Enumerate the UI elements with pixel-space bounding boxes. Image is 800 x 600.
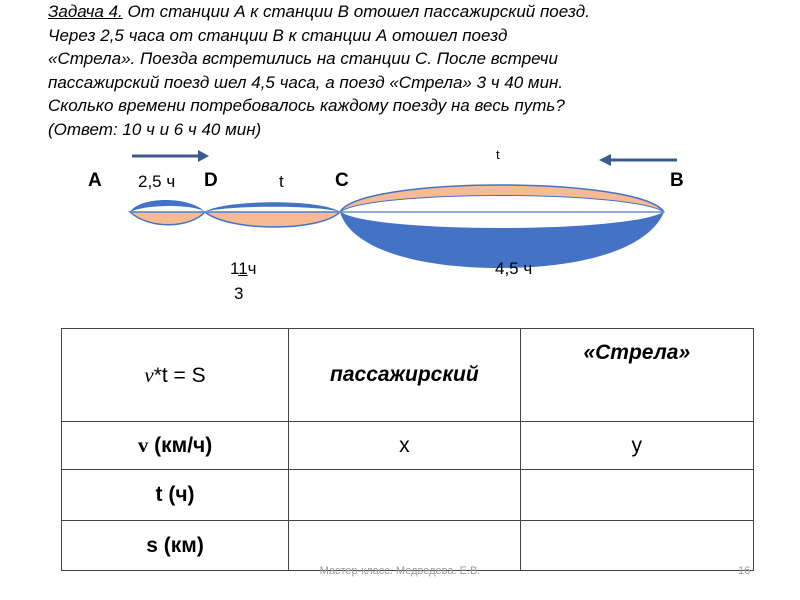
fraction-time-label bbox=[230, 259, 257, 279]
time-ad-label: 2,5 ч bbox=[138, 172, 176, 191]
time-cb-label: 4,5 ч bbox=[495, 259, 533, 278]
problem-line-1: От станции А к станции В отошел пассажирский поезд. bbox=[122, 2, 590, 21]
problem-title: Задача 4. bbox=[48, 2, 123, 21]
problem-line-3: «Стрела». Поезда встретились на станции С. После встречи bbox=[48, 49, 558, 68]
row-label-distance: s (км) bbox=[62, 521, 289, 571]
column-header-strela: «Стрела» bbox=[520, 329, 753, 422]
station-c-label: C bbox=[335, 170, 349, 191]
segment-dc-shape bbox=[205, 202, 340, 227]
formula-cell: v*t = S bbox=[62, 329, 289, 422]
table-row bbox=[62, 422, 754, 470]
station-b-label: B bbox=[670, 170, 684, 191]
problem-line-2: Через 2,5 часа от станции В к станции А отошел поезд bbox=[48, 25, 508, 45]
cell-passenger-distance bbox=[289, 521, 521, 571]
table-row bbox=[62, 521, 754, 571]
page-number: 16 bbox=[738, 565, 751, 577]
cell-passenger-speed: x bbox=[289, 422, 521, 470]
fraction-whole: 1 bbox=[230, 259, 239, 278]
fraction-denominator: 3 bbox=[234, 284, 244, 303]
cell-strela-speed: y bbox=[520, 422, 753, 470]
column-header-passenger: пассажирский bbox=[289, 329, 521, 422]
arrow-left-icon bbox=[599, 154, 677, 166]
time-top-label: t bbox=[496, 147, 500, 162]
table-row bbox=[62, 470, 754, 521]
footer-credit: Мастер-класс. Медведева. Е.В. bbox=[319, 565, 481, 577]
problem-line-5: Сколько времени потребовалось каждому поезду на весь путь? bbox=[48, 96, 565, 115]
time-dc-label: t bbox=[279, 172, 284, 191]
table-header-row bbox=[62, 329, 754, 422]
cell-strela-time bbox=[520, 470, 753, 521]
cell-passenger-time bbox=[289, 470, 521, 521]
fraction-numerator: 1 bbox=[238, 259, 248, 278]
problem-line-6: (Ответ: 10 ч и 6 ч 40 мин) bbox=[48, 119, 262, 139]
row-label-speed: v (км/ч) bbox=[62, 422, 289, 470]
segment-cb-shape bbox=[340, 185, 664, 268]
problem-line-4: пассажирский поезд шел 4,5 часа, а поезд «Стрела» 3 ч 40 мин. bbox=[48, 72, 564, 92]
data-table bbox=[61, 328, 754, 571]
cell-strela-distance bbox=[520, 521, 753, 571]
fraction-unit: ч bbox=[247, 259, 257, 278]
arrow-right-icon bbox=[132, 150, 209, 162]
row-label-time: t (ч) bbox=[62, 470, 289, 521]
station-a-label: А bbox=[88, 170, 102, 191]
station-d-label: D bbox=[204, 170, 218, 191]
